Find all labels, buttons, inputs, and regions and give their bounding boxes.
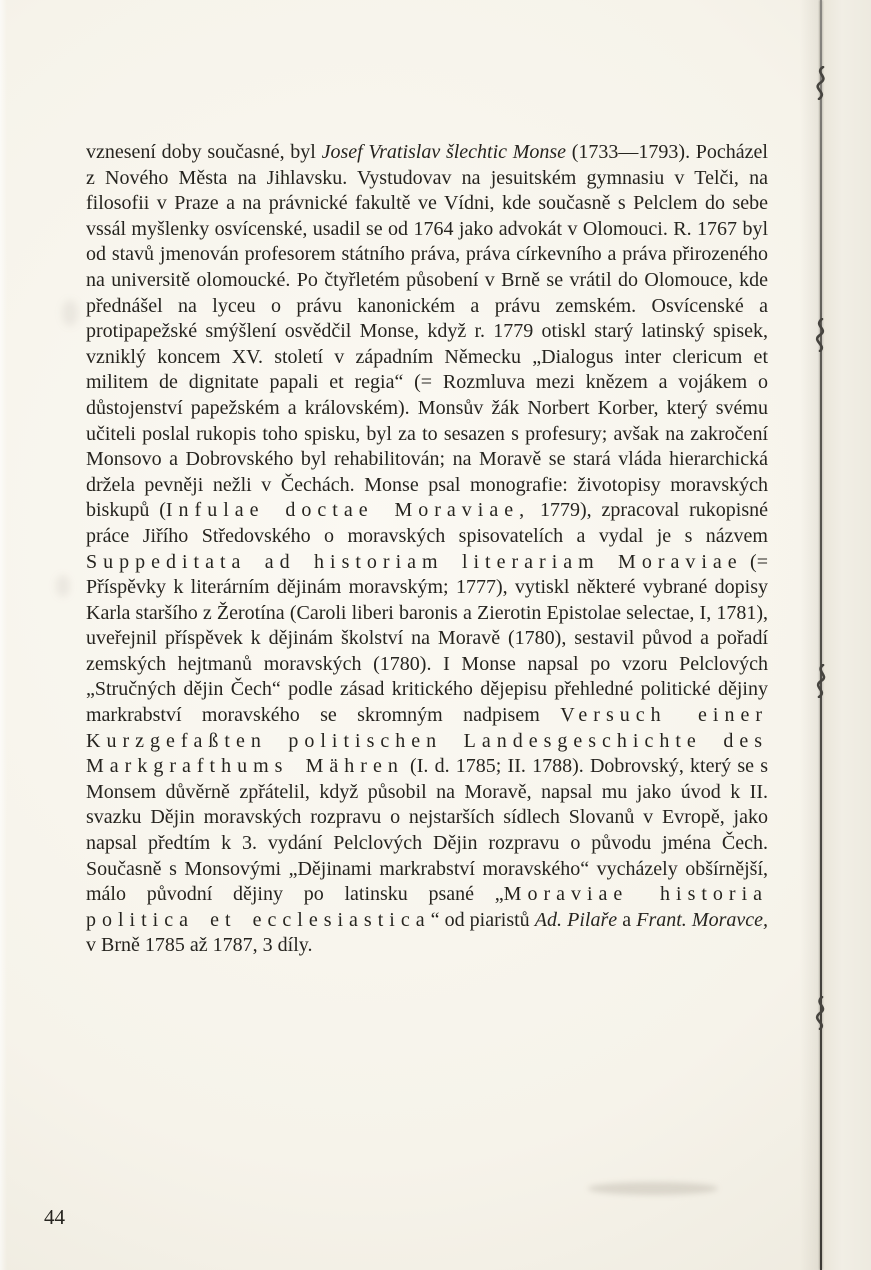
stitch-mark-4 — [809, 996, 833, 1030]
text-segment: v Brně 1785 až 1787, 3 díly. — [86, 934, 313, 957]
binding-shadow — [800, 0, 821, 1270]
text-segment: “ od piaristů — [430, 908, 535, 931]
text-segment: Infulae doctae Moraviae, — [165, 499, 531, 522]
text-segment: Frant. Moravce, — [636, 908, 768, 931]
binding-edge-line — [820, 0, 822, 1270]
stitch-mark-1 — [809, 66, 833, 100]
body-text — [86, 140, 768, 959]
text-segment: a — [617, 908, 637, 931]
stitch-mark-3 — [809, 664, 833, 698]
text-segment: Suppeditata ad historiam literariam Moraviae — [86, 550, 743, 573]
page-left-edge — [0, 0, 7, 1270]
text-segment: Josef Vratislav šlechtic Monse — [321, 141, 567, 163]
page-number: 44 — [44, 1205, 65, 1229]
scan-blotch — [56, 575, 70, 597]
page-right-margin-strip — [823, 0, 871, 1270]
text-segment: (1733—1793). Pocházel z Nového Města na Jihlavsku. Vystudovav na jesuitském gymnasiu v Telči, na filosofii v Praze a na právnické fakultě ve Vídni, kde současně s Pelclem do sebe vssál myšlenky osvícenské, usadil se od 1764 jako advokát v Olomouci. R. 1767 byl od stavů jmenován profesorem státního práva, práva církevního a práva přirozeného na universitě olomoucké. Po čtyřletém působení v Brně se vrátil do Olomouce, kde přednášel na lyceu o právu kanonickém a právu zemském. Osvícenské a protipapežské smýšlení osvědčil Monse, když r. 1779 otiskl starý latinský spisek, vzniklý koncem XV. století v západním Německu „Dialogus inter clericum et militem de dignitate papali et regia“ (= Rozmluva mezi knězem a vojákem o důstojenství papežském a královském). Monsův žák Norbert Korber, který svému učiteli poslal rukopis toho spisku, byl za to sesazen s profesury; avšak na zakročení Monsovo a Dobrovského byl rehabilitován; na Moravě se stará vláda hierarchická držela pevněji nežli v Čechách. Monse psal monografie: životopisy moravských biskupů ( — [86, 141, 768, 522]
ink-smudge — [588, 1182, 718, 1195]
scan-blotch — [62, 300, 78, 326]
text-segment: vznesení doby současné, byl — [86, 141, 322, 163]
text-segment: (= Příspěvky k literárním dějinám moravským; 1777), vytiskl některé vybrané dopisy Karla staršího z Žerotína (Caroli liberi baronis a Zierotin Epistolae selectae, I, 1781), uveřejnil příspěvek k dějinám školství na Moravě (1780), sestavil původ a pořadí zemských hejtmanů moravských (1780). I Monse napsal po vzoru Pelclových „Stručných dějin Čech“ podle zásad kritického dějepisu přehledné politické dějiny markrabství moravského se skromným nadpisem — [86, 550, 768, 727]
text-segment: Moraviae historia politica et ecclesiastica — [86, 883, 769, 931]
text-segment: Ad. Pilaře — [534, 908, 618, 931]
text-segment: 1779), zpracoval rukopisné práce Jiřího Středovského o moravských spisovatelích a vydal je s názvem — [86, 499, 769, 547]
stitch-mark-2 — [809, 318, 833, 352]
text-segment: (I. d. 1785; II. 1788). Dobrovský, který se s Monsem důvěrně zpřátelil, když působil na Moravě, napsal mu jako úvod k II. svazku Dějin moravských rozpravu o nejstarších sídlech Slovanů v Evropě, jako napsal předtím k 3. vydání Pelclových Dějin rozpravu o původu jména Čech. Současně s Monsovými „Dějinami markrabství moravského“ vycházely obšírnější, málo původní dějiny po latinsku psané „ — [86, 755, 768, 906]
text-segment: Versuch einer Kurzgefaßten politischen Landesgeschichte des Markgrafthums Mähren — [86, 704, 768, 778]
